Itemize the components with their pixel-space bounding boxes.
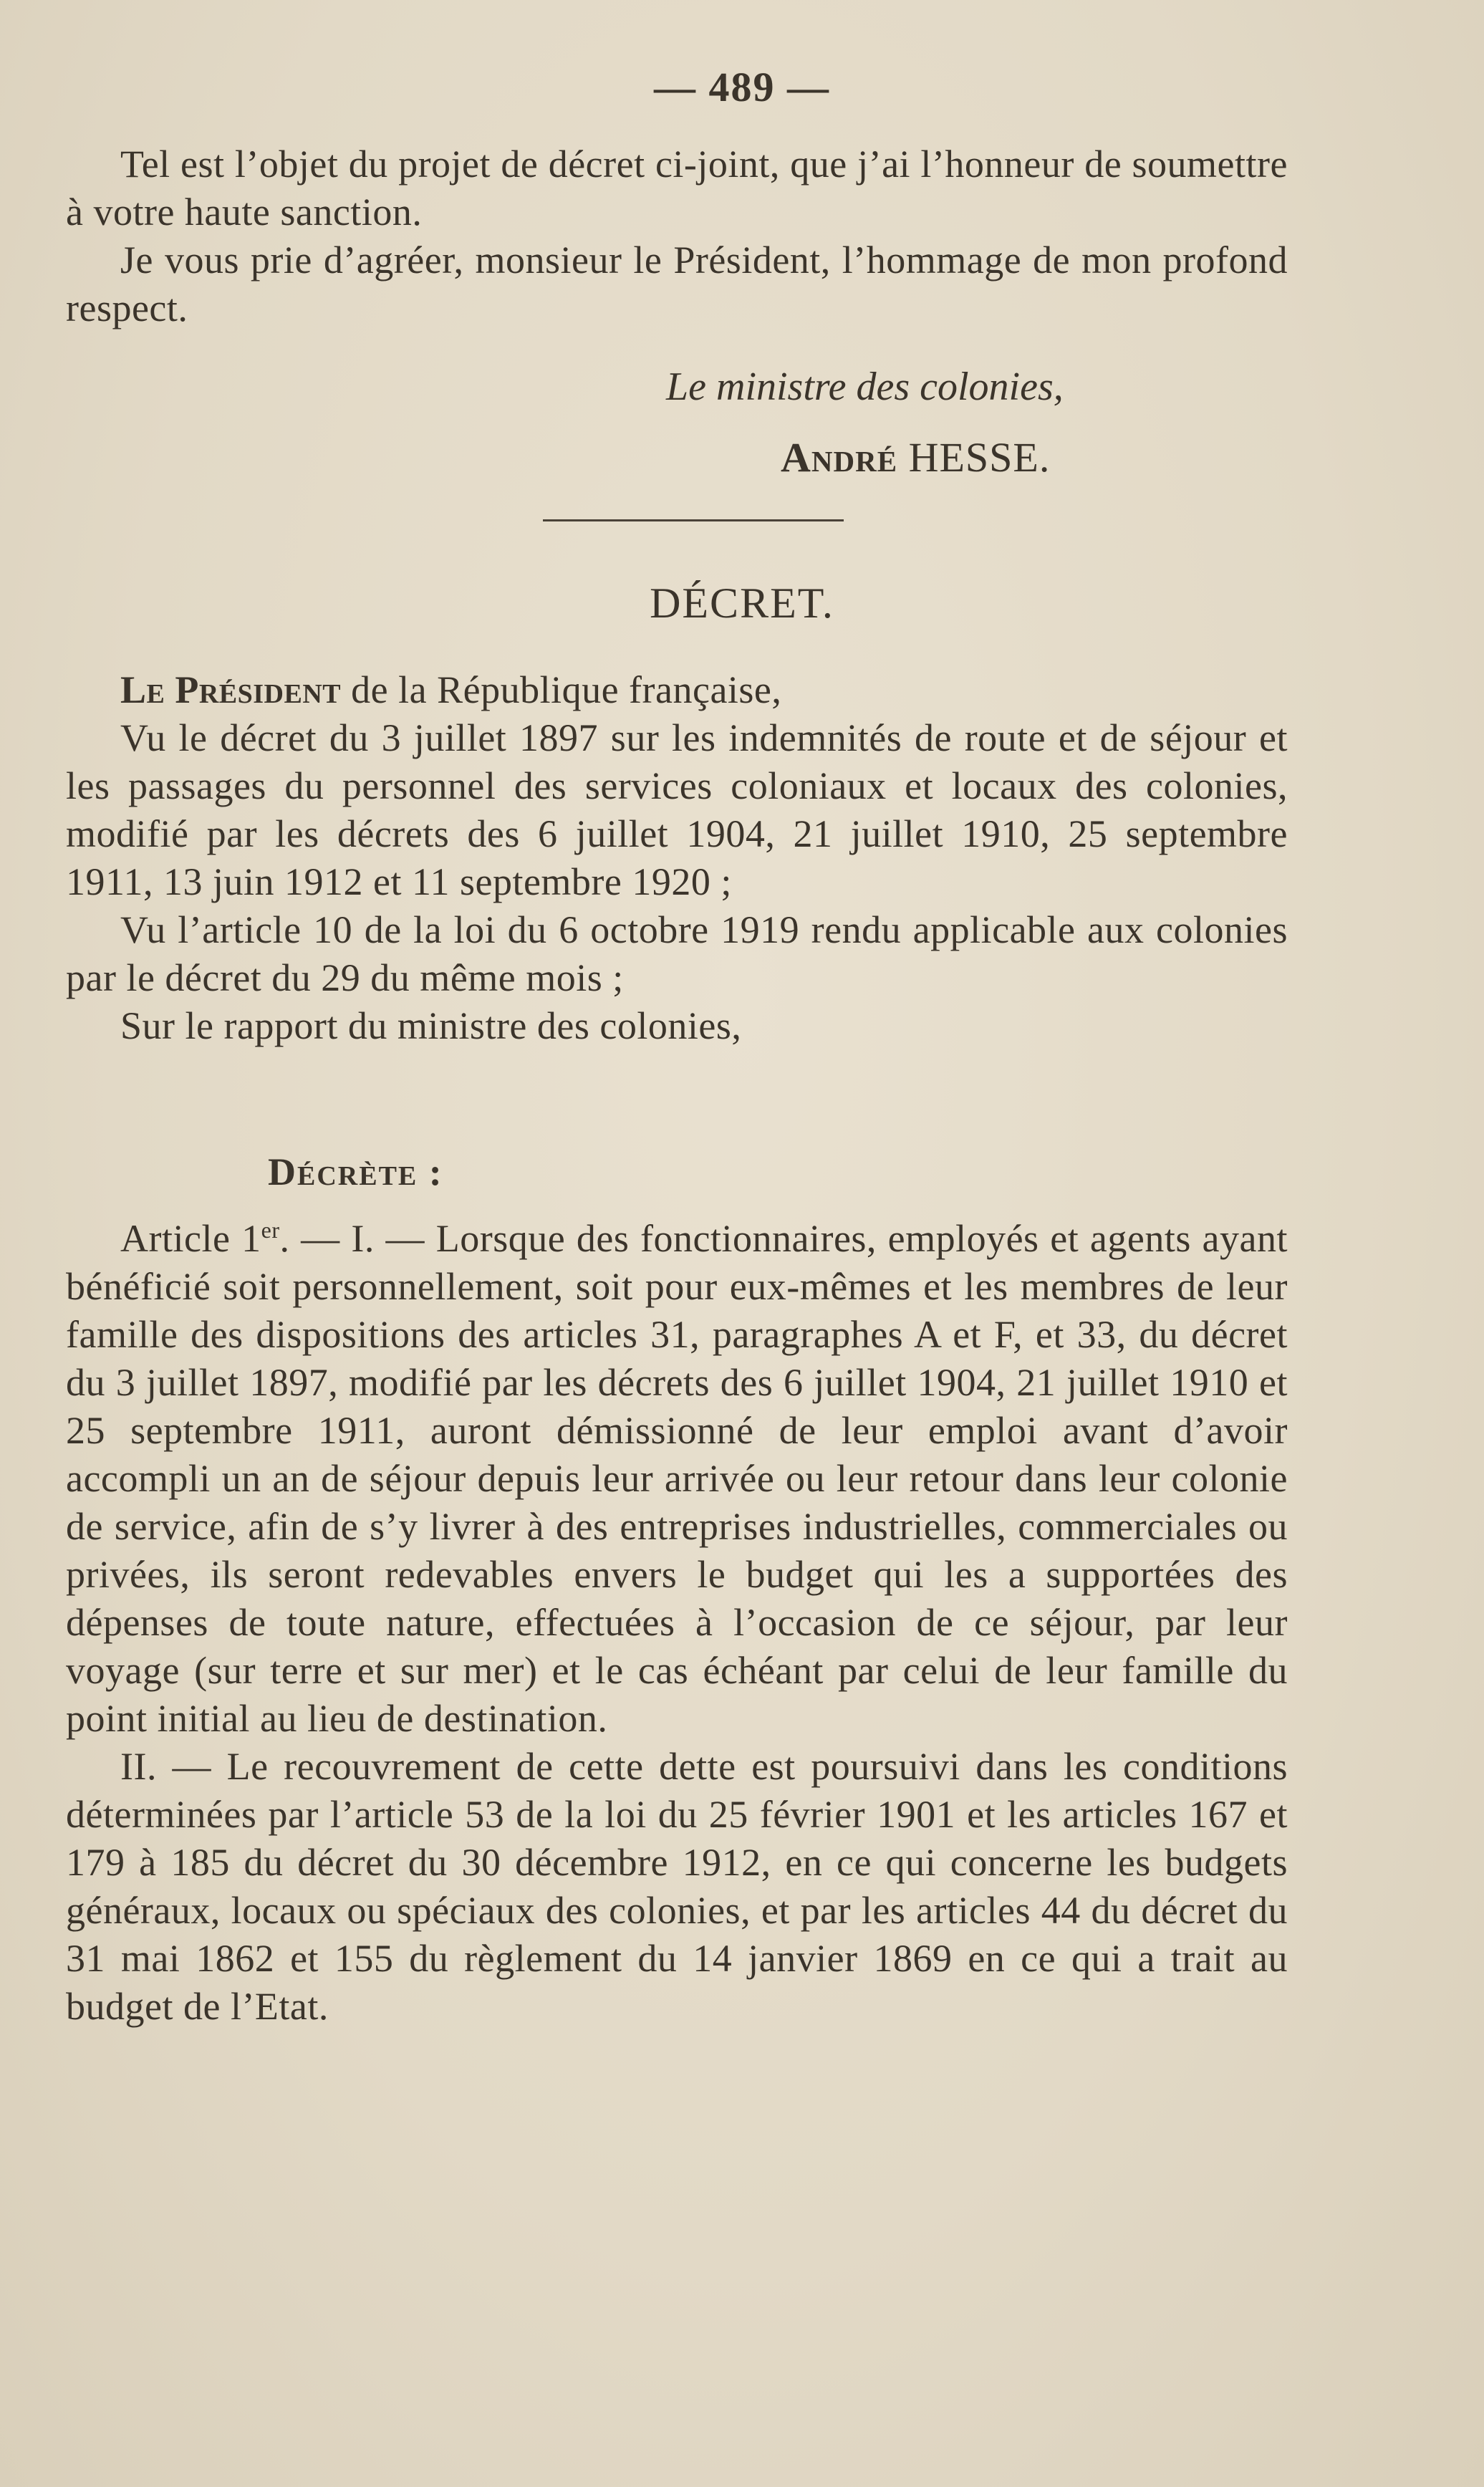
- vu-paragraph-1: Vu le décret du 3 juillet 1897 sur les indemnités de route et de séjour et les passages du personnel des services coloniaux et locaux des colonies, modifié par les décrets des 6 juillet 1904, 21 juillet 1910, 25 septembre 1911, 13 juin 1912 et 11 septembre 1920 ;: [66, 716, 1288, 903]
- president-line: [66, 666, 1288, 714]
- intro-paragraph-1: Tel est l’objet du projet de décret ci-joint, que j’ai l’honneur de soumettre à votre haute sanction.: [66, 143, 1288, 234]
- article-block: [66, 1215, 1288, 2031]
- article-label: Article 1: [120, 1217, 261, 1260]
- separator-rule: [543, 519, 844, 521]
- decrete-label: Décrète :: [268, 1150, 443, 1193]
- article-paragraph-ii: II. — Le recouvrement de cette dette est poursuivi dans les conditions déterminées par l’article 53 de la loi du 25 février 1901 et les articles 167 et 179 à 185 du décret du 30 décembre 1912, en ce qui concerne les budgets généraux, locaux ou spéciaux des colonies, et par les articles 44 du décret du 31 mai 1862 et 155 du règlement du 14 janvier 1869 en ce qui a trait au budget de l’Etat.: [66, 1745, 1288, 2028]
- article-1-paragraph: [66, 1215, 1288, 1743]
- signature-title: Le ministre des colonies,: [666, 365, 1064, 409]
- rapport-paragraph: Sur le rapport du ministre des colonies,: [120, 1004, 742, 1047]
- article-text: . — I. — Lorsque des fonctionnaires, employés et agents ayant bénéficié soit personnellement, soit pour eux-mêmes et les membres de leur famille des dispositions des articles 31, paragraphes A et F, et 33, du décret du 3 juillet 1897, modifié par les décrets des 6 juillet 1904, 21 juillet 1910 et 25 septembre 1911, auront démissionné de leur emploi avant d’avoir accompli un an de séjour depuis leur arrivée ou leur retour dans leur colonie de service, afin de s’y livrer à des entreprises industrielles, commerciales ou privées, ils seront redevables envers le budget qui les a supportées des dépenses de toute nature, effectuées à l’occasion de ce séjour, par leur voyage (sur terre et sur mer) et le cas échéant par celui de leur famille du point initial au lieu de destination.: [66, 1217, 1288, 1740]
- page-number: — 489 —: [654, 64, 830, 110]
- signature-last-name: HESSE.: [908, 434, 1051, 481]
- intro-paragraph-2: Je vous prie d’agréer, monsieur le Président, l’hommage de mon profond respect.: [66, 239, 1288, 329]
- decree-preamble: [66, 666, 1288, 1050]
- vu-paragraph-2: Vu l’article 10 de la loi du 6 octobre 1919 rendu applicable aux colonies par le décret du 29 du même mois ;: [66, 908, 1288, 999]
- decree-heading: DÉCRET.: [650, 579, 834, 627]
- signature-name: [781, 433, 1050, 481]
- president-smallcaps: Le Président: [120, 668, 342, 711]
- intro-block: [66, 140, 1288, 332]
- signature-first-name: André: [781, 434, 898, 481]
- president-rest: de la République française,: [341, 668, 782, 711]
- article-superscript: er: [261, 1217, 280, 1243]
